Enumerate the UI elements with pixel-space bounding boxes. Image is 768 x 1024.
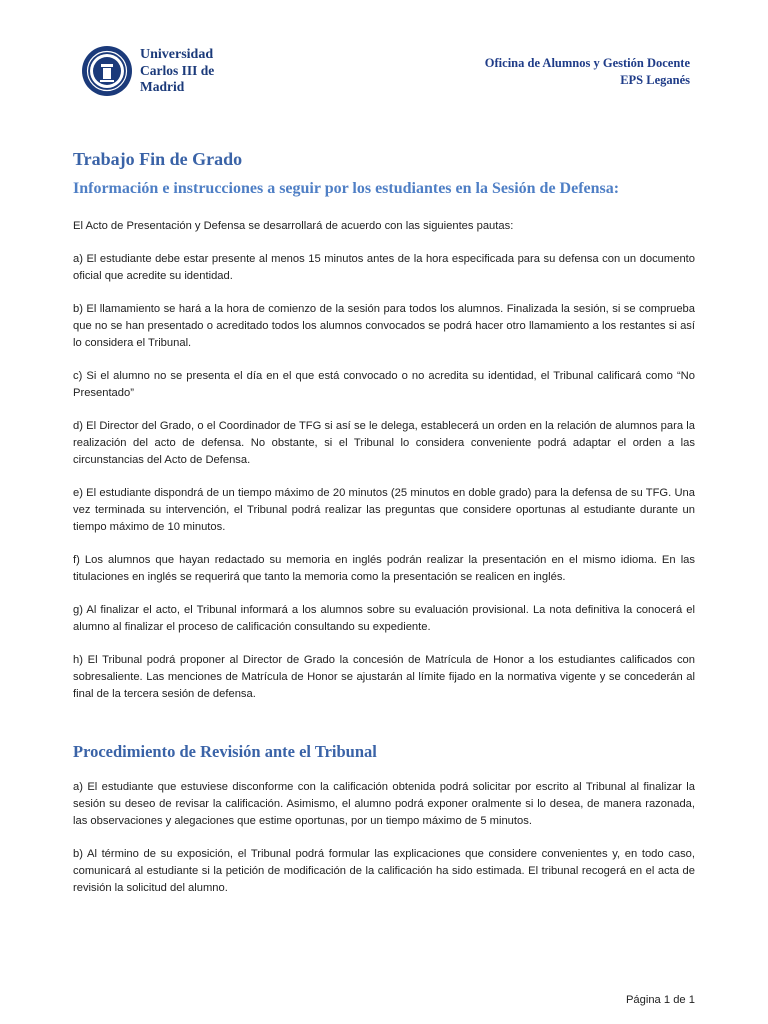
office-header (485, 55, 690, 89)
review-paragraph-a: a) El estudiante que estuviese disconforme con la calificación obtenida podrá solicitar por escrito al Tribunal al finalizar la sesión su deseo de revisar la calificación. Asimismo, el alumno podrá exponer oralmente si lo desea, de manera razonada, las observaciones y alegaciones que estime oportunas, por un tiempo máximo de 5 minutos. (73, 781, 695, 827)
university-seal-icon (80, 44, 134, 98)
rule-paragraph-d: d) El Director del Grado, o el Coordinador de TFG si así se le delega, establecerá un orden en la relación de alumnos para la realización del acto de defensa. No obstante, si el Tribunal lo considera conveniente podrá adaptar el orden a las circunstancias del Acto de Defensa. (73, 420, 695, 466)
document-subtitle: Información e instrucciones a seguir por los estudiantes en la Sesión de Defensa: (73, 180, 620, 197)
rule-paragraph-h: h) El Tribunal podrá proponer al Director de Grado la concesión de Matrícula de Honor a los estudiantes calificados con sobresaliente. Las menciones de Matrícula de Honor se ajustarán al límite fijado en la normativa vigente y se concederán al final de la tercera sesión de defensa. (73, 654, 695, 700)
review-section-title: Procedimiento de Revisión ante el Tribunal (73, 742, 377, 761)
office-name: Oficina de Alumnos y Gestión Docente (484, 56, 690, 70)
intro-paragraph: El Acto de Presentación y Defensa se desarrollará de acuerdo con las siguientes pautas: (73, 220, 514, 232)
review-paragraph-b: b) Al término de su exposición, el Tribunal podrá formular las explicaciones que considere convenientes y, en todo caso, comunicará al estudiante si la petición de modificación de la calificación ha sido estimada. El tribunal recogerá en el acta de revisión la solicitud del alumno. (73, 848, 695, 894)
university-logo (80, 42, 256, 100)
rule-paragraph-g: g) Al finalizar el acto, el Tribunal informará a los alumnos sobre su evaluación provisional. La nota definitiva la conocerá el alumno al finalizar el proceso de calificación consultando su expediente. (73, 604, 695, 633)
page-number: Página 1 de 1 (625, 994, 695, 1006)
rule-paragraph-b: b) El llamamiento se hará a la hora de comienzo de la sesión para todos los alumnos. Finalizada la sesión, si se comprueba que no se han presentado o acreditado todos los alumnos convocados se podrá hacer otro llamamiento a los restantes si así lo considera el Tribunal. (73, 303, 695, 349)
rule-paragraph-e: e) El estudiante dispondrá de un tiempo máximo de 20 minutos (25 minutos en doble grado) para la defensa de su TFG. Una vez terminada su intervención, el Tribunal podrá realizar las preguntas que considere oportunas al estudiante durante un tiempo máximo de 10 minutos. (73, 487, 695, 533)
document-title: Trabajo Fin de Grado (73, 149, 243, 169)
campus-name: EPS Leganés (620, 73, 690, 87)
rule-paragraph-f: f) Los alumnos que hayan redactado su memoria en inglés podrán realizar la presentación en el mismo idioma. En las titulaciones en inglés se requerirá que tanto la memoria como la presentación se realicen en inglés. (73, 554, 695, 583)
rule-paragraph-c: c) Si el alumno no se presenta el día en el que está convocado o no acredita su identidad, el Tribunal calificará como “No Presentado” (73, 370, 695, 399)
document-body (73, 146, 695, 897)
rule-paragraph-a: a) El estudiante debe estar presente al menos 15 minutos antes de la hora especificada para su defensa con un documento oficial que acredite su identidad. (73, 253, 695, 282)
university-name-line1: Universidad (140, 47, 214, 62)
university-name (140, 47, 256, 95)
university-name-line2: Carlos III de Madrid (140, 63, 215, 94)
